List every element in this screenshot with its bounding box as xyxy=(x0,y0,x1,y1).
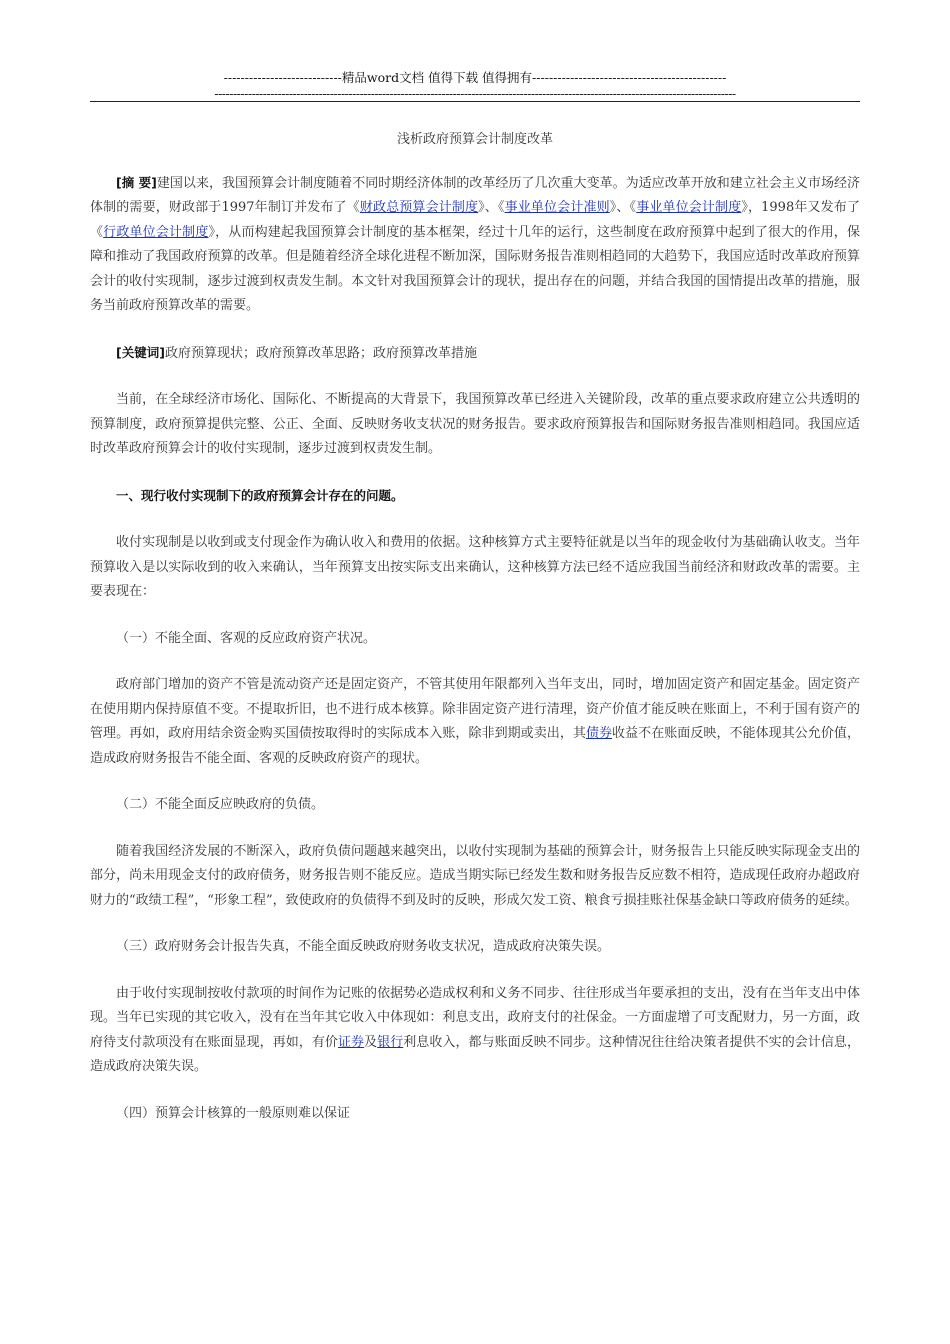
sub3-text-1: 由于收付实现制按收付款项的时间作为记账的依据势必造成权利和义务不同步、往往形成当年要承担的支出，没有在当年支出中体现。当年已实现的其它收入，没有在当年其它收入中体现如：利息支出，政府支付的社保金。一方面虚增了可支配财力，另一方面，政府待支付款项没有在账面显现，再如，有价 xyxy=(90,985,860,1050)
abstract-text-1: 建国以来，我国预算会计制度随着不同时期经济体制的改革经历了几次重大变革。为适应改革开放和建立社会主义市场经济体制的需要，财政部于1997年制订并发布了《 xyxy=(90,175,860,215)
page-header-banner: ----------------------------精品word文档 值得下载 值得拥有---------------------------------------------- xyxy=(223,70,727,85)
abstract-paragraph xyxy=(90,171,860,319)
article-title: 浅析政府预算会计制度改革 xyxy=(396,132,553,147)
sub1-paragraph xyxy=(90,673,860,771)
sub1-text-2: 收益不在账面反映，不能体现其公允价值，造成政府财务报告不能全面、客观的反映政府资产的现状。 xyxy=(90,726,860,766)
article-body xyxy=(90,128,860,1148)
link-admin-unit-accounting-system[interactable]: 行政单位会计制度 xyxy=(103,224,209,240)
abstract-text-2: 》、《 xyxy=(478,200,505,215)
link-securities[interactable]: 证券 xyxy=(337,1034,365,1050)
header-rule xyxy=(90,101,860,102)
abstract-label: [摘 要] xyxy=(116,174,157,190)
page-header-dashes: -------------------------------------------------------------------------------------------------------------------------------------------- xyxy=(214,86,736,101)
sub3-heading: （三）政府财务会计报告失真，不能全面反映政府财务收支状况，造成政府决策失误。 xyxy=(116,939,611,954)
link-institution-accounting-standard[interactable]: 事业单位会计准则 xyxy=(504,200,610,215)
sub3-paragraph xyxy=(90,982,860,1080)
abstract-text-4: 》，1998年又发布了《 xyxy=(90,200,860,240)
sub2-paragraph: 随着我国经济发展的不断深入，政府负债问题越来越突出，以收付实现制为基础的预算会计，财务报告上只能反映实际现金支出的部分，尚未用现金支付的政府债务，财务报告则不能反应。造成当期实际已经发生数和财务报告反应数不相符，造成现任政府办超政府财力的“政绩工程”，“形象工程”，致使政府的负债得不到及时的反映，形成欠发工资、粮食亏损挂账社保基金缺口等政府债务的延续。 xyxy=(90,843,860,908)
link-bonds[interactable]: 债券 xyxy=(585,726,613,741)
intro-paragraph: 当前，在全球经济市场化、国际化、不断提高的大背景下，我国预算改革已经进入关键阶段，改革的重点要求政府建立公共透明的预算制度，政府预算提供完整、公正、全面、反映财务收支状况的财务报告。要求政府预算报告和国际财务报告准则相趋同。我国应适时改革政府预算会计的收付实现制，逐步过渡到权责发生制。 xyxy=(90,392,860,456)
link-institution-accounting-system[interactable]: 事业单位会计制度 xyxy=(636,200,742,215)
section1-heading xyxy=(90,484,860,510)
sub1-text-1: 政府部门增加的资产不管是流动资产还是固定资产，不管其使用年限都列入当年支出，同时，增加固定资产和固定基金。固定资产在使用期内保持原值不变。不提取折旧，也不进行成本核算。除非固定资产进行清理，资产价值才能反映在账面上，不利于国有资产的管理。再如，政府用结余资金购买国债按取得时的实际成本入账，除非到期或卖出，其 xyxy=(90,677,860,741)
abstract-text-5: 》，从而构建起我国预算会计制度的基本框架，经过十几年的运行，这些制度在政府预算中起到了很大的作用，保障和推动了我国政府预算的改革。但是随着经济全球化进程不断加深，国际财务报告准则相趋同的大趋势下，我国应适时改革政府预算会计的收付实现制，逐步过渡到权责发生制。本文针对我国预算会计的现状，提出存在的问题，并结合我国的国情提出改革的措施，服务当前政府预算改革的需要。 xyxy=(90,224,860,313)
sub4-heading: （四）预算会计核算的一般原则难以保证 xyxy=(116,1105,351,1121)
keywords-paragraph xyxy=(90,341,860,367)
sub1-heading: （一）不能全面、客观的反应政府资产状况。 xyxy=(116,630,377,646)
keywords-text: 政府预算现状；政府预算改革思路；政府预算改革措施 xyxy=(164,345,477,361)
abstract-text-3: 》、《 xyxy=(609,200,637,215)
link-fiscal-budget-accounting[interactable]: 财政总预算会计制度 xyxy=(359,200,479,215)
link-bank[interactable]: 银行 xyxy=(377,1034,404,1050)
sub2-heading: （二）不能全面反应映政府的负债。 xyxy=(116,797,325,812)
section1-intro-paragraph: 收付实现制是以收到或支付现金作为确认收入和费用的依据。这种核算方式主要特征就是以当年的现金收付为基础确认收支。当年预算收入是以实际收到的收入来确认，当年预算支出按实际支出来确认，这种核算方法已经不适应我国当前经济和财政改革的需要。主要表现在： xyxy=(90,535,860,599)
section1-heading-text: 一、现行收付实现制下的政府预算会计存在的问题。 xyxy=(116,487,404,503)
sub3-text-3: 利息收入，都与账面反映不同步。这种情况往往给决策者提供不实的会计信息，造成政府决策失误。 xyxy=(90,1034,860,1074)
keywords-label: [关键词] xyxy=(116,344,165,360)
sub3-text-2: 及 xyxy=(364,1034,378,1050)
